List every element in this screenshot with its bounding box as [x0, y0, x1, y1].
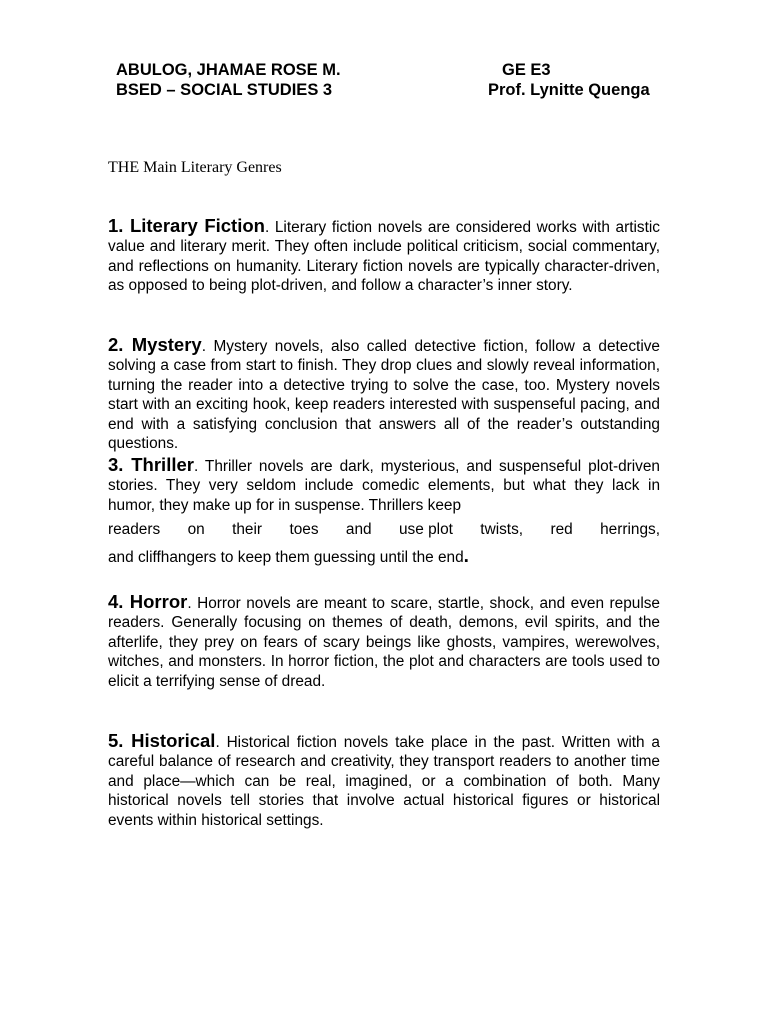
section-body-line [108, 544, 660, 570]
section-thriller [108, 455, 660, 570]
word: toes [289, 521, 319, 539]
section-body: . Historical fiction novels take place in the past. Written with a careful balance of research and creativity, they transport readers to another time and place—which can be real, imagined, or a combination of both. Many historical novels tell stories that involve actual historical figures or historical events within historical settings. [108, 734, 660, 829]
course-name: BSED – SOCIAL STUDIES 3 [116, 81, 333, 99]
section-heading: 3. Thriller [108, 454, 194, 475]
section-body: . Mystery novels, also called detective fiction, follow a detective solving a case from start to finish. They drop clues and slowly reveal information, turning the reader into a detective trying to solve the case, too. Mystery novels start with an exciting hook, keep readers interested with suspenseful pacing, and end with a satisfying conclusion that answers all of the reader’s outstanding questions. [108, 338, 660, 453]
section-literary-fiction [108, 216, 660, 296]
section-historical [108, 731, 660, 830]
section-horror [108, 592, 660, 691]
section-heading: 4. Horror [108, 591, 188, 612]
section-body-line [108, 517, 660, 542]
word: readers [108, 521, 161, 539]
word: twists, [480, 521, 524, 539]
word: herrings, [600, 521, 660, 539]
section-body: . Literary fiction novels are considered works with artistic value and literary merit. They often include political criticism, social commentary, and reflections on humanity. Literary fiction novels are typically character-driven, as opposed to being plot-driven, and follow a character’s inner story. [108, 219, 660, 295]
section-body: . Thriller novels are dark, mysterious, and suspenseful plot-driven stories. They very seldom include comedic elements, but what they lack in humor, they make up for in suspense. Thrillers keep [108, 458, 660, 514]
section-body: . Horror novels are meant to scare, startle, shock, and even repulse readers. Generally focusing on themes of death, demons, evil spirits, and the afterlife, they prey on fears of scary beings like ghosts, vampires, werewolves, witches, and monsters. In horror fiction, the plot and characters are tools used to elicit a terrifying sense of dread. [108, 595, 660, 690]
section-paragraph [108, 455, 660, 515]
subject-code: GE E3 [502, 61, 551, 79]
professor-name: Prof. Lynitte Quenga [488, 81, 650, 99]
section-mystery [108, 335, 660, 453]
section-heading: 1. Literary Fiction [108, 215, 265, 236]
section-heading: 2. Mystery [108, 334, 202, 355]
word: their [232, 521, 263, 539]
word: and [345, 521, 372, 539]
document-title: THE Main Literary Genres [108, 159, 282, 176]
end-period: . [463, 546, 469, 568]
word: use plot [399, 521, 453, 539]
section-heading: 5. Historical [108, 730, 216, 751]
word: on [187, 521, 205, 539]
word: red [550, 521, 573, 539]
section-body-end: and cliffhangers to keep them guessing until the end [108, 549, 464, 567]
student-name: ABULOG, JHAMAE ROSE M. [116, 61, 341, 79]
